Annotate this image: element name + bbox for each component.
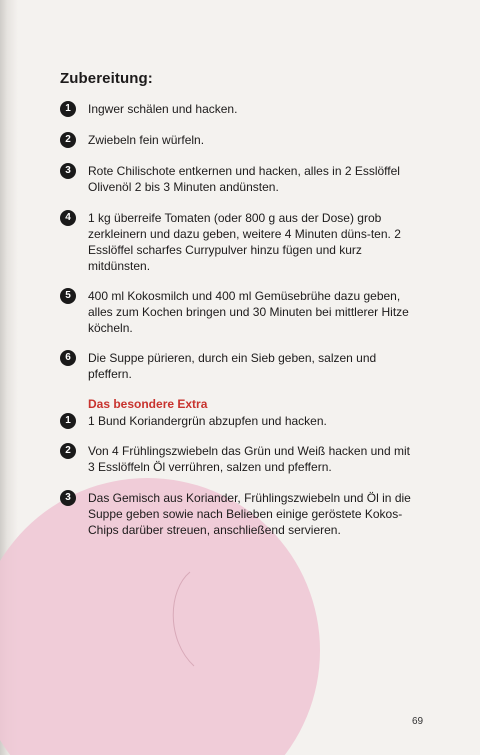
step-number-badge: 6 (60, 350, 76, 366)
step-text: Rote Chilischote entkernen und hacken, alles in 2 Esslöffel Olivenöl 2 bis 3 Minuten andünsten. (88, 164, 400, 194)
step-text: Ingwer schälen und hacken. (88, 102, 238, 116)
step-text: 1 Bund Koriandergrün abzupfen und hacken. (88, 414, 327, 428)
step-number-badge: 1 (60, 101, 76, 117)
step-item (60, 132, 430, 148)
step-item (60, 350, 430, 382)
step-number-badge: 1 (60, 413, 76, 429)
step-text: 400 ml Kokosmilch und 400 ml Gemüsebrühe dazu geben, alles zum Kochen bringen und 30 Minuten bei mittlerer Hitze köcheln. (88, 289, 409, 335)
extra-section-title: Das besondere Extra (88, 397, 208, 411)
step-text: Das Gemisch aus Koriander, Frühlingszwiebeln und Öl in die Suppe geben sowie nach Belieben einige geröstete Kokos-Chips darüber streuen, anschließend servieren. (88, 491, 411, 537)
step-number-badge: 2 (60, 132, 76, 148)
step-item (60, 101, 430, 117)
step-number-badge: 5 (60, 288, 76, 304)
extra-step-item (60, 413, 430, 429)
step-text: Von 4 Frühlingszwiebeln das Grün und Weiß hacken und mit 3 Esslöffeln Öl verrühren, salzen und pfeffern. (88, 444, 410, 474)
step-number-badge: 2 (60, 443, 76, 459)
step-number-badge: 4 (60, 210, 76, 226)
section-heading: Zubereitung: (60, 70, 153, 87)
step-text: Zwiebeln fein würfeln. (88, 133, 205, 147)
step-item (60, 210, 430, 274)
step-text: 1 kg überreife Tomaten (oder 800 g aus der Dose) grob zerkleinern und dazu geben, weitere 4 Minuten düns-ten. 2 Esslöffel scharfes Currypulver hinzu fügen und kurz mitdünsten. (88, 211, 401, 273)
extra-step-item (60, 490, 430, 538)
extra-step-item (60, 443, 430, 475)
step-number-badge: 3 (60, 163, 76, 179)
step-text: Die Suppe pürieren, durch ein Sieb geben, salzen und pfeffern. (88, 351, 377, 381)
page-number: 69 (412, 716, 424, 727)
step-item (60, 163, 430, 195)
step-item (60, 288, 430, 336)
step-number-badge: 3 (60, 490, 76, 506)
